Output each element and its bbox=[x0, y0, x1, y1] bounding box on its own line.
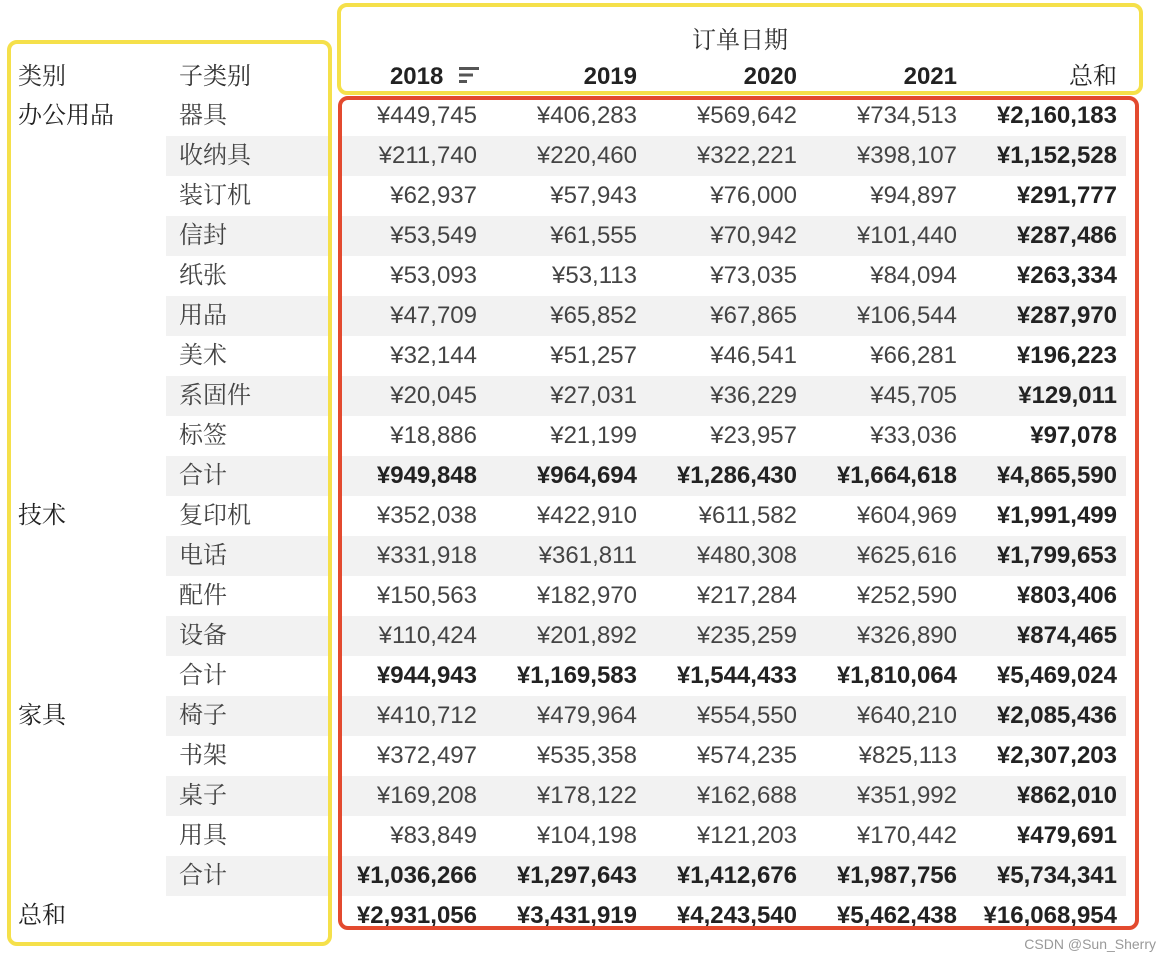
value-cell[interactable]: ¥479,964 bbox=[536, 702, 637, 729]
value-cell[interactable]: ¥217,284 bbox=[696, 582, 797, 609]
subcategory-cell[interactable]: 合计 bbox=[166, 456, 328, 496]
value-cell[interactable]: ¥825,113 bbox=[858, 742, 957, 769]
value-cell[interactable]: ¥449,745 bbox=[376, 102, 477, 129]
value-cell[interactable]: ¥410,712 bbox=[376, 702, 477, 729]
subcategory-cell[interactable]: 设备 bbox=[166, 616, 328, 656]
value-cell[interactable]: ¥21,199 bbox=[550, 422, 637, 449]
value-cell[interactable]: ¥84,094 bbox=[870, 262, 957, 289]
total-column-header[interactable]: 总和 bbox=[1069, 63, 1117, 90]
value-cell[interactable]: ¥331,918 bbox=[376, 542, 477, 569]
subcategory-cell[interactable]: 纸张 bbox=[179, 262, 227, 289]
value-cell[interactable]: ¥65,852 bbox=[550, 302, 637, 329]
row-total-cell[interactable]: ¥4,865,590 bbox=[996, 462, 1117, 489]
value-cell[interactable]: ¥352,038 bbox=[376, 502, 477, 529]
subcategory-cell[interactable]: 系固件 bbox=[166, 376, 328, 416]
value-cell[interactable]: ¥235,259 bbox=[696, 622, 797, 649]
subcategory-cell[interactable]: 装订机 bbox=[179, 182, 251, 209]
value-cell[interactable]: ¥110,424 bbox=[378, 622, 477, 649]
value-cell[interactable]: ¥33,036 bbox=[870, 422, 957, 449]
value-cell[interactable]: ¥1,036,266 bbox=[356, 862, 477, 889]
value-cell[interactable]: ¥949,848 bbox=[376, 462, 477, 489]
value-cell[interactable]: ¥67,865 bbox=[710, 302, 797, 329]
value-cell[interactable]: ¥66,281 bbox=[870, 342, 957, 369]
subcategory-cell[interactable]: 合计 bbox=[166, 856, 328, 896]
row-total-cell[interactable]: ¥16,068,954 bbox=[983, 902, 1117, 929]
value-cell[interactable]: ¥326,890 bbox=[856, 622, 957, 649]
year-header-2020[interactable]: 2020 bbox=[743, 63, 797, 90]
value-cell[interactable]: ¥47,709 bbox=[390, 302, 477, 329]
value-cell[interactable]: ¥106,544 bbox=[856, 302, 957, 329]
value-cell[interactable]: ¥1,664,618 bbox=[836, 462, 957, 489]
subcategory-cell[interactable]: 合计 bbox=[179, 662, 227, 689]
value-cell[interactable]: ¥625,616 bbox=[856, 542, 957, 569]
value-cell[interactable]: ¥62,937 bbox=[390, 182, 477, 209]
value-cell[interactable]: ¥57,943 bbox=[550, 182, 637, 209]
row-total-cell[interactable]: ¥291,777 bbox=[1016, 182, 1117, 209]
row-total-cell[interactable]: ¥287,970 bbox=[1016, 302, 1117, 329]
value-cell[interactable]: ¥53,113 bbox=[552, 262, 637, 289]
value-cell[interactable]: ¥150,563 bbox=[376, 582, 477, 609]
subcategory-cell[interactable]: 收纳具 bbox=[166, 136, 328, 176]
value-cell[interactable]: ¥1,412,676 bbox=[676, 862, 797, 889]
value-cell[interactable]: ¥361,811 bbox=[538, 542, 637, 569]
subcategory-cell[interactable]: 用品 bbox=[166, 296, 328, 336]
value-cell[interactable]: ¥178,122 bbox=[536, 782, 637, 809]
value-cell[interactable]: ¥169,208 bbox=[376, 782, 477, 809]
value-cell[interactable]: ¥76,000 bbox=[710, 182, 797, 209]
value-cell[interactable]: ¥611,582 bbox=[698, 502, 797, 529]
category-cell[interactable]: 办公用品 bbox=[18, 102, 114, 129]
watermark: CSDN @Sun_Sherry bbox=[1024, 936, 1156, 952]
value-cell[interactable]: ¥220,460 bbox=[536, 142, 637, 169]
value-cell[interactable]: ¥83,849 bbox=[390, 822, 477, 849]
subcategory-column-header[interactable]: 子类别 bbox=[179, 63, 251, 90]
value-cell[interactable]: ¥604,969 bbox=[856, 502, 957, 529]
row-total-cell[interactable]: ¥874,465 bbox=[1016, 622, 1117, 649]
value-cell[interactable]: ¥73,035 bbox=[710, 262, 797, 289]
subcategory-cell[interactable]: 复印机 bbox=[179, 502, 251, 529]
row-total-cell[interactable]: ¥2,307,203 bbox=[996, 742, 1117, 769]
value-cell[interactable]: ¥322,221 bbox=[696, 142, 797, 169]
value-cell[interactable]: ¥101,440 bbox=[856, 222, 957, 249]
date-header-title: 订单日期 bbox=[692, 27, 788, 54]
row-total-cell[interactable]: ¥97,078 bbox=[1030, 422, 1117, 449]
row-total-cell[interactable]: ¥862,010 bbox=[1016, 782, 1117, 809]
row-total-cell[interactable]: ¥196,223 bbox=[1016, 342, 1117, 369]
year-header-2021[interactable]: 2021 bbox=[903, 63, 957, 90]
value-cell[interactable]: ¥170,442 bbox=[856, 822, 957, 849]
value-cell[interactable]: ¥4,243,540 bbox=[676, 902, 797, 929]
value-cell[interactable]: ¥32,144 bbox=[390, 342, 477, 369]
value-cell[interactable]: ¥535,358 bbox=[536, 742, 637, 769]
value-cell[interactable]: ¥351,992 bbox=[856, 782, 957, 809]
value-cell[interactable]: ¥20,045 bbox=[390, 382, 477, 409]
row-total-cell[interactable]: ¥5,469,024 bbox=[996, 662, 1117, 689]
value-cell[interactable]: ¥1,987,756 bbox=[836, 862, 957, 889]
value-cell[interactable]: ¥1,297,643 bbox=[516, 862, 637, 889]
value-cell[interactable]: ¥554,550 bbox=[696, 702, 797, 729]
row-total-cell[interactable]: ¥287,486 bbox=[1016, 222, 1117, 249]
subcategory-cell[interactable]: 配件 bbox=[179, 582, 227, 609]
row-total-cell[interactable]: ¥129,011 bbox=[1018, 382, 1117, 409]
row-total-cell[interactable]: ¥2,085,436 bbox=[996, 702, 1117, 729]
subcategory-cell[interactable]: 信封 bbox=[166, 216, 328, 256]
row-total-cell[interactable]: ¥1,991,499 bbox=[996, 502, 1117, 529]
value-cell[interactable]: ¥1,810,064 bbox=[836, 662, 957, 689]
value-cell[interactable]: ¥574,235 bbox=[696, 742, 797, 769]
value-cell[interactable]: ¥182,970 bbox=[536, 582, 637, 609]
category-cell[interactable]: 技术 bbox=[18, 502, 66, 529]
value-cell[interactable]: ¥94,897 bbox=[870, 182, 957, 209]
row-total-cell[interactable]: ¥263,334 bbox=[1016, 262, 1117, 289]
value-cell[interactable]: ¥18,886 bbox=[390, 422, 477, 449]
value-cell[interactable]: ¥734,513 bbox=[856, 102, 957, 129]
value-cell[interactable]: ¥53,549 bbox=[390, 222, 477, 249]
value-cell[interactable]: ¥944,943 bbox=[376, 662, 477, 689]
value-cell[interactable]: ¥398,107 bbox=[856, 142, 957, 169]
subcategory-cell[interactable]: 美术 bbox=[179, 342, 227, 369]
row-total-cell[interactable]: ¥803,406 bbox=[1016, 582, 1117, 609]
category-column-header[interactable]: 类别 bbox=[18, 63, 66, 90]
subcategory-cell[interactable]: 标签 bbox=[179, 422, 227, 449]
value-cell[interactable]: ¥70,942 bbox=[710, 222, 797, 249]
value-cell[interactable]: ¥211,740 bbox=[378, 142, 477, 169]
value-cell[interactable]: ¥372,497 bbox=[376, 742, 477, 769]
value-cell[interactable]: ¥422,910 bbox=[536, 502, 637, 529]
value-cell[interactable]: ¥121,203 bbox=[696, 822, 797, 849]
value-cell[interactable]: ¥1,544,433 bbox=[676, 662, 797, 689]
value-cell[interactable]: ¥1,286,430 bbox=[676, 462, 797, 489]
values-highlight-box bbox=[338, 96, 1139, 930]
value-cell[interactable]: ¥201,892 bbox=[536, 622, 637, 649]
value-cell[interactable]: ¥46,541 bbox=[710, 342, 797, 369]
value-cell[interactable]: ¥23,957 bbox=[710, 422, 797, 449]
subcategory-cell[interactable]: 用具 bbox=[179, 822, 227, 849]
value-cell[interactable]: ¥162,688 bbox=[696, 782, 797, 809]
value-cell[interactable]: ¥964,694 bbox=[536, 462, 637, 489]
row-total-cell[interactable]: ¥1,152,528 bbox=[996, 142, 1117, 169]
value-cell[interactable]: ¥5,462,438 bbox=[836, 902, 957, 929]
value-cell[interactable]: ¥27,031 bbox=[550, 382, 637, 409]
value-cell[interactable]: ¥406,283 bbox=[536, 102, 637, 129]
row-total-cell[interactable]: ¥479,691 bbox=[1016, 822, 1117, 849]
category-cell[interactable]: 总和 bbox=[18, 902, 66, 929]
value-cell[interactable]: ¥61,555 bbox=[550, 222, 637, 249]
value-cell[interactable]: ¥252,590 bbox=[856, 582, 957, 609]
value-cell[interactable]: ¥2,931,056 bbox=[356, 902, 477, 929]
value-cell[interactable]: ¥480,308 bbox=[696, 542, 797, 569]
value-cell[interactable]: ¥1,169,583 bbox=[516, 662, 637, 689]
category-cell[interactable]: 家具 bbox=[18, 702, 66, 729]
row-total-cell[interactable]: ¥5,734,341 bbox=[996, 862, 1117, 889]
value-cell[interactable]: ¥53,093 bbox=[390, 262, 477, 289]
year-header-label: 2018 bbox=[389, 63, 444, 90]
subcategory-cell[interactable]: 书架 bbox=[179, 742, 227, 769]
row-total-cell[interactable]: ¥1,799,653 bbox=[996, 542, 1117, 569]
row-total-cell[interactable]: ¥2,160,183 bbox=[996, 102, 1117, 129]
value-cell[interactable]: ¥45,705 bbox=[870, 382, 957, 409]
year-header-2019[interactable]: 2019 bbox=[583, 63, 637, 90]
value-cell[interactable]: ¥569,642 bbox=[696, 102, 797, 129]
subcategory-cell[interactable]: 桌子 bbox=[166, 776, 328, 816]
value-cell[interactable]: ¥36,229 bbox=[710, 382, 797, 409]
column-header-highlight-box bbox=[337, 3, 1143, 95]
subcategory-cell[interactable]: 椅子 bbox=[166, 696, 328, 736]
value-cell[interactable]: ¥3,431,919 bbox=[516, 902, 637, 929]
subcategory-cell[interactable]: 电话 bbox=[166, 536, 328, 576]
row-labels-highlight-box bbox=[7, 40, 332, 946]
value-cell[interactable]: ¥640,210 bbox=[856, 702, 957, 729]
value-cell[interactable]: ¥51,257 bbox=[550, 342, 637, 369]
value-cell[interactable]: ¥104,198 bbox=[536, 822, 637, 849]
subcategory-cell[interactable]: 器具 bbox=[179, 102, 227, 129]
